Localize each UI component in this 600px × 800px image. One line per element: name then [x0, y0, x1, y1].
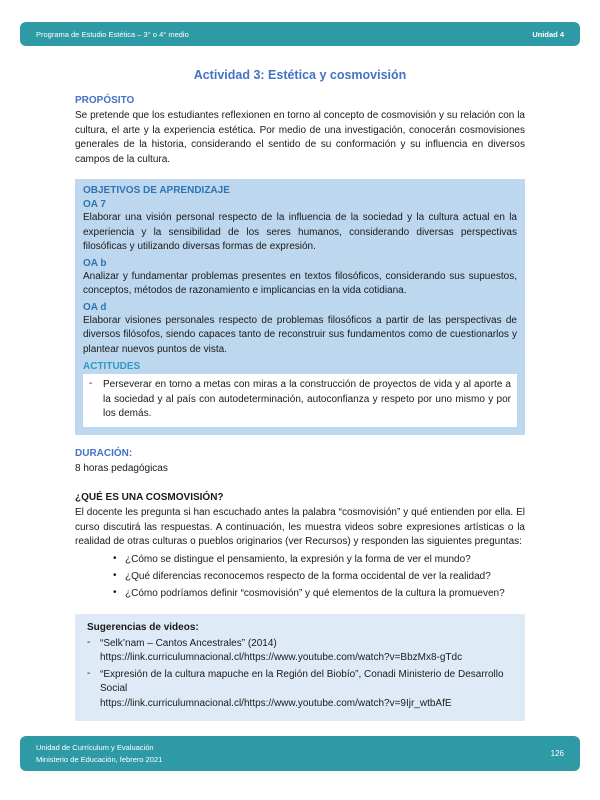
question-item: [75, 553, 525, 567]
oa7-text: Elaborar una visión personal respecto de la influencia de la sociedad y la cultura actual en la experiencia y la sensibilidad de los seres humanos, considerando diversas perspectivas filosóficas y utilizando diversas formas de expresión.: [83, 212, 517, 252]
dash-bullet-marker: -: [87, 667, 91, 679]
objetivos-heading: OBJETIVOS DE APRENDIZAJE: [83, 185, 230, 196]
oad-label: OA d: [83, 301, 107, 313]
actitudes-text: Perseverar en torno a metas con miras a la construcción de proyectos de vida y al aporte a la sociedad y al país con autodeterminación, autoconfianza y respeto por uno mismo y por los demás.: [103, 379, 511, 419]
duracion-heading: DURACIÓN:: [75, 447, 133, 459]
oab-label: OA b: [83, 257, 107, 269]
oab-text: Analizar y fundamentar problemas presentes en textos filosóficos, considerando sus supuestos, conceptos, métodos de razonamiento e implicancias en la vida cotidiana.: [83, 270, 517, 296]
disc-bullet-icon: •: [113, 552, 117, 564]
header-unit-label: Unidad 4: [532, 29, 564, 39]
question-text: ¿Cómo se distingue el pensamiento, la expresión y la forma de ver el mundo?: [125, 553, 471, 565]
page-number: 126: [550, 749, 564, 758]
disc-bullet-icon: •: [113, 569, 117, 581]
proposito-heading: PROPÓSITO: [75, 95, 135, 106]
footer-line1: Unidad de Currículum y Evaluación: [36, 742, 154, 752]
question-text: ¿Cómo podríamos definir “cosmovisión” y qué elementos de la cultura la promueven?: [125, 587, 505, 599]
dash-bullet-marker: -: [87, 636, 91, 648]
question-text: ¿Qué diferencias reconocemos respecto de la forma occidental de ver la realidad?: [125, 570, 491, 582]
cosmovision-heading: ¿QUÉ ES UNA COSMOVISIÓN?: [75, 492, 224, 503]
actitudes-item: [83, 374, 517, 427]
video-link[interactable]: https://link.curriculumnacional.cl/https://www.youtube.com/watch?v=BbzMx8-gTdc: [100, 652, 463, 663]
proposito-paragraph: Se pretende que los estudiantes reflexionen en torno al concepto de cosmovisión y su relación con la cultura, el arte y la experiencia estética. Por medio de una investigación, conocerán cosmovisiones generales de la historia, considerando el sentido de su conformación y su influencia en diversos campos de la cultura.: [75, 110, 525, 165]
question-item: [75, 570, 525, 584]
page-footer-bar: [20, 736, 580, 771]
activity-title: Actividad 3: Estética y cosmovisión: [193, 68, 407, 82]
page-content: [75, 60, 525, 721]
header-program-title: Programa de Estudio Estética – 3° o 4° medio: [36, 29, 189, 39]
video-item: [87, 637, 513, 666]
video-suggestions-box: [75, 614, 525, 722]
video-title: “Selk’nam – Cantos Ancestrales” (2014): [100, 637, 277, 649]
question-item: [75, 587, 525, 601]
video-item: [87, 668, 513, 712]
video-link[interactable]: https://link.curriculumnacional.cl/https://www.youtube.com/watch?v=9Ijr_wtbAfE: [100, 697, 452, 709]
dash-bullet-marker: -: [89, 378, 93, 389]
cosmovision-paragraph: El docente les pregunta si han escuchado antes la palabra “cosmovisión” y qué entienden por ella. El curso discutirá las respuestas. A continuación, les muestra videos sobre expresiones artísticas o la realidad de otras culturas o pueblos originarios (ver Recursos) y responden las siguientes preguntas:: [75, 507, 525, 547]
footer-credits: [36, 742, 162, 766]
oa7-label: OA 7: [83, 199, 106, 210]
footer-line2: Ministerio de Educación, febrero 2021: [36, 754, 163, 764]
video-title: “Expresión de la cultura mapuche en la Región del Biobío”, Conadi Ministerio de Desarrollo Social: [100, 668, 504, 694]
duracion-text: 8 horas pedagógicas: [75, 462, 168, 474]
objetivos-box: [75, 179, 525, 435]
oad-text: Elaborar visiones personales respecto de problemas filosóficos a partir de las perspectivas de diversos filósofos, siendo capaces tanto de reconstruir sus fundamentos como de cuestionarlos y plantear nuevos puntos de vista.: [83, 314, 517, 355]
video-suggestions-heading: Sugerencias de videos:: [87, 621, 199, 633]
actitudes-heading: ACTITUDES: [83, 361, 141, 372]
page-header-bar: [20, 22, 580, 46]
disc-bullet-icon: •: [113, 586, 117, 598]
